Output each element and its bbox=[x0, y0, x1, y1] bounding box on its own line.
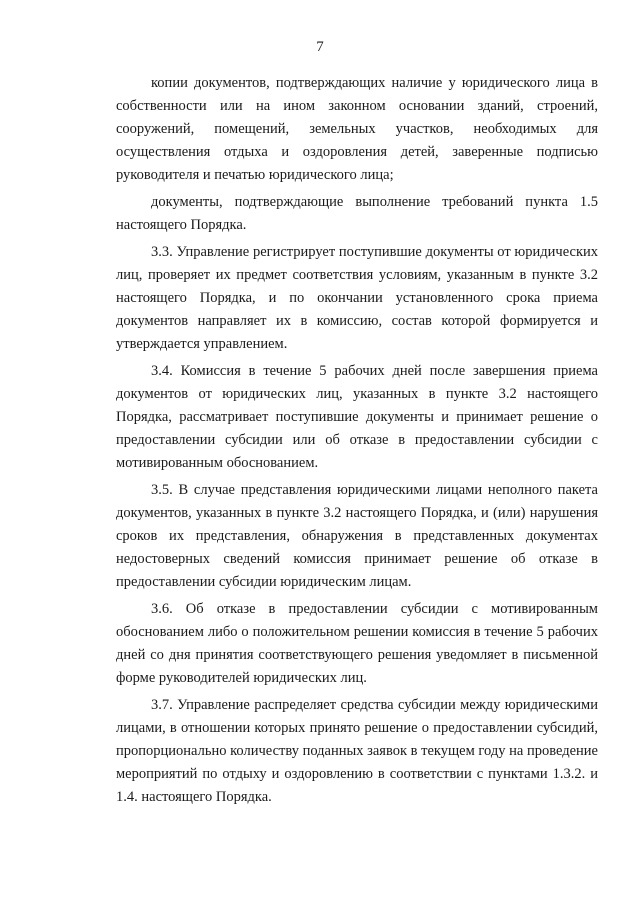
page-number: 7 bbox=[316, 39, 324, 55]
paragraph-documents-copies: копии документов, подтверждающих наличие у юридического лица в собственности или на ином законном основании зданий, строений, сооружений, помещений, земельных участков, необходимых для осуществления отдыха и оздоровления детей, заверенные подписью руководителя и печатью юридического лица; bbox=[116, 75, 598, 183]
paragraph-3-5: 3.5. В случае представления юридическими лицами неполного пакета документов, указанных в пункте 3.2 настоящего Порядка, и (или) нарушения сроков их представления, обнаружения в представленных документах недостоверных сведений комиссия принимает решение об отказе в предоставлении субсидии юридическим лицам. bbox=[116, 482, 598, 590]
document-body bbox=[116, 72, 598, 809]
paragraph-3-3: 3.3. Управление регистрирует поступившие документы от юридических лиц, проверяет их предмет соответствия условиям, указанным в пункте 3.2 настоящего Порядка, и по окончании установленного срока приема документов направляет их в комиссию, состав которой формируется и утверждается управлением. bbox=[116, 244, 598, 352]
paragraph-3-6: 3.6. Об отказе в предоставлении субсидии с мотивированным обоснованием либо о положительном решении комиссия в течение 5 рабочих дней со дня принятия соответствующего решения уведомляет в письменной форме руководителей юридических лиц. bbox=[116, 601, 598, 686]
paragraph-3-4: 3.4. Комиссия в течение 5 рабочих дней после завершения приема документов от юридических лиц, указанных в пункте 3.2 настоящего Порядка, рассматривает поступившие документы и принимает решение о предоставлении субсидии или об отказе в предоставлении субсидии с мотивированным обоснованием. bbox=[116, 363, 598, 471]
paragraph-3-7: 3.7. Управление распределяет средства субсидии между юридическими лицами, в отношении которых принято решение о предоставлении субсидий, пропорционально количеству поданных заявок в текущем году на проведение мероприятий по отдыху и оздоровлению в соответствии с пунктами 1.3.2. и 1.4. настоящего Порядка. bbox=[116, 697, 598, 805]
paragraph-requirements-1-5: документы, подтверждающие выполнение требований пункта 1.5 настоящего Порядка. bbox=[116, 194, 598, 233]
